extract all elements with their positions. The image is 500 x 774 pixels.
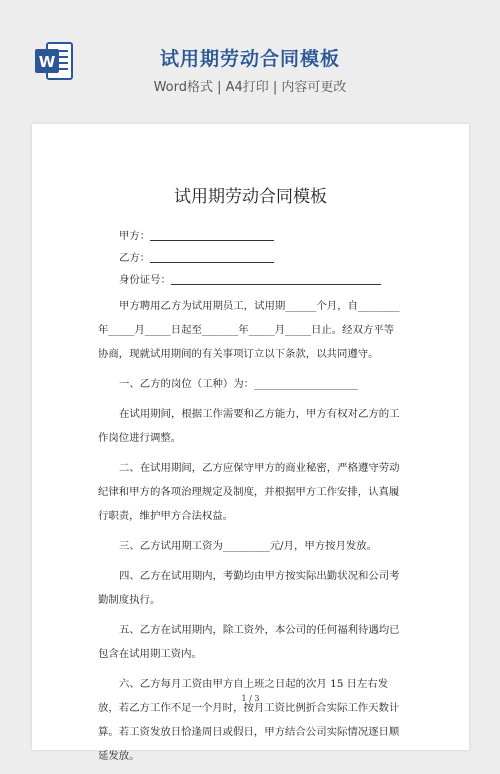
party-b-label: 乙方： <box>119 252 151 264</box>
banner-subtitle: Word格式 | A4打印 | 内容可更改 <box>153 80 347 95</box>
clause-1-adjustment: 在试用期间，根据工作需要和乙方能力，甲方有权对乙方的工作岗位进行调整。 <box>98 408 400 444</box>
template-banner <box>0 0 500 112</box>
clause-3: 三、乙方试用期工资为_________元/月，甲方按月发放。 <box>119 540 378 552</box>
banner-title: 试用期劳动合同模板 <box>159 48 340 70</box>
party-b-blank <box>150 250 274 263</box>
party-a-blank <box>150 228 274 241</box>
party-a-field <box>98 224 404 246</box>
document-body <box>98 224 404 774</box>
party-a-label: 甲方： <box>119 230 151 242</box>
clause-4: 四、乙方在试用期内，考勤均由甲方按实际出勤状况和公司考勤制度执行。 <box>98 570 400 606</box>
page-number: 1 / 3 <box>241 694 260 703</box>
svg-text:W: W <box>38 53 56 71</box>
clause-5: 五、乙方在试用期内，除工资外，本公司的任何福利待遇均已包含在试用期工资内。 <box>98 624 400 660</box>
id-number-label: 身份证号： <box>119 274 171 286</box>
paragraph-intro: 甲方聘用乙方为试用期员工，试用期______个月，自________年_____月_____日起至_______年_____月_____日止。经双方平等协商，现就试用期间的有关事项订立以下条款，以共同遵守。 <box>98 300 400 360</box>
document-page <box>32 124 469 762</box>
clause-6: 六、乙方每月工资由甲方自上班之日起的次月 15 日左右发放，若乙方工作不足一个月时，按月工资比例折合实际工作天数计算。若工资发放日恰逢周日或假日，甲方结合公司实际情况逐日顺延发放。 <box>98 678 400 762</box>
party-b-field <box>98 246 404 268</box>
document-title: 试用期劳动合同模板 <box>174 187 327 207</box>
clause-1-position: 一、乙方的岗位（工种）为：____________________ <box>119 378 358 390</box>
clause-2: 二、在试用期间，乙方应保守甲方的商业秘密，严格遵守劳动纪律和甲方的各项治理规定及制度，并根据甲方工作安排，认真履行职责，维护甲方合法权益。 <box>98 462 400 522</box>
id-number-field <box>98 268 404 290</box>
id-number-blank <box>171 272 381 285</box>
